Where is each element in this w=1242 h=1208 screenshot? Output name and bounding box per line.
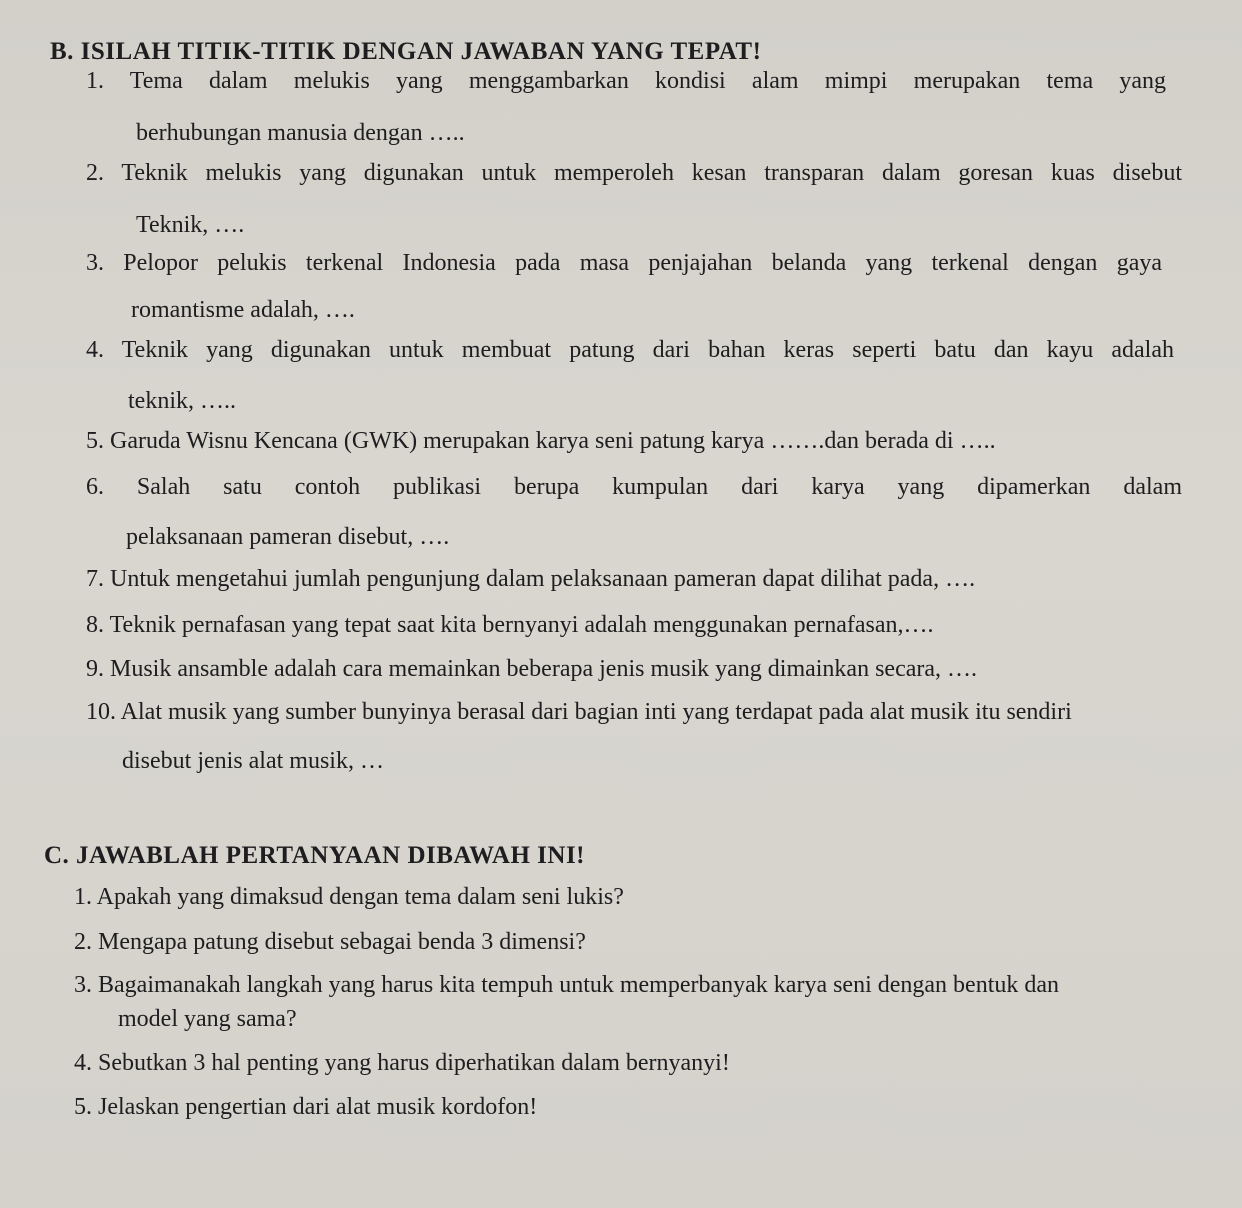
question-b4-line1: 4. Teknik yang digunakan untuk membuat patung dari bahan keras seperti batu dan kayu adalah: [86, 337, 1174, 363]
question-b2-line2: Teknik, ….: [136, 212, 245, 238]
question-c4: 4. Sebutkan 3 hal penting yang harus diperhatikan dalam bernyanyi!: [74, 1050, 730, 1076]
question-c3-line1: 3. Bagaimanakah langkah yang harus kita tempuh untuk memperbanyak karya seni dengan bentuk dan: [74, 972, 1060, 998]
question-b9-line1: 9. Musik ansamble adalah cara memainkan beberapa jenis musik yang dimainkan secara, ….: [86, 656, 978, 682]
question-b5-line1: 5. Garuda Wisnu Kencana (GWK) merupakan karya seni patung karya …….dan berada di …..: [86, 428, 996, 454]
question-b1-line2: berhubungan manusia dengan …..: [136, 120, 465, 146]
question-b1-line1: 1. Tema dalam melukis yang menggambarkan kondisi alam mimpi merupakan tema yang: [86, 68, 1166, 94]
question-b8-line1: 8. Teknik pernafasan yang tepat saat kita bernyanyi adalah menggunakan pernafasan,….: [86, 612, 934, 638]
question-b7-line1: 7. Untuk mengetahui jumlah pengunjung dalam pelaksanaan pameran dapat dilihat pada, ….: [86, 566, 976, 592]
question-b6-line2: pelaksanaan pameran disebut, ….: [126, 524, 450, 550]
question-b4-line2: teknik, …..: [128, 388, 236, 414]
section-c-heading: C. JAWABLAH PERTANYAAN DIBAWAH INI!: [44, 842, 585, 869]
question-b10-line1: 10. Alat musik yang sumber bunyinya berasal dari bagian inti yang terdapat pada alat musik itu sendiri: [86, 699, 1072, 725]
question-c2: 2. Mengapa patung disebut sebagai benda 3 dimensi?: [74, 929, 586, 955]
question-b2-line1: 2. Teknik melukis yang digunakan untuk memperoleh kesan transparan dalam goresan kuas disebut: [86, 160, 1182, 186]
question-c5: 5. Jelaskan pengertian dari alat musik kordofon!: [74, 1094, 538, 1120]
question-b6-line1: 6. Salah satu contoh publikasi berupa kumpulan dari karya yang dipamerkan dalam: [86, 474, 1182, 500]
question-b3-line1: 3. Pelopor pelukis terkenal Indonesia pada masa penjajahan belanda yang terkenal dengan gaya: [86, 250, 1162, 276]
section-b-heading: B. ISILAH TITIK-TITIK DENGAN JAWABAN YANG TEPAT!: [50, 38, 762, 65]
question-c1: 1. Apakah yang dimaksud dengan tema dalam seni lukis?: [74, 884, 624, 910]
question-c3-line2: model yang sama?: [118, 1006, 297, 1032]
question-b3-line2: romantisme adalah, ….: [131, 297, 355, 323]
question-b10-line2: disebut jenis alat musik, …: [122, 748, 384, 774]
